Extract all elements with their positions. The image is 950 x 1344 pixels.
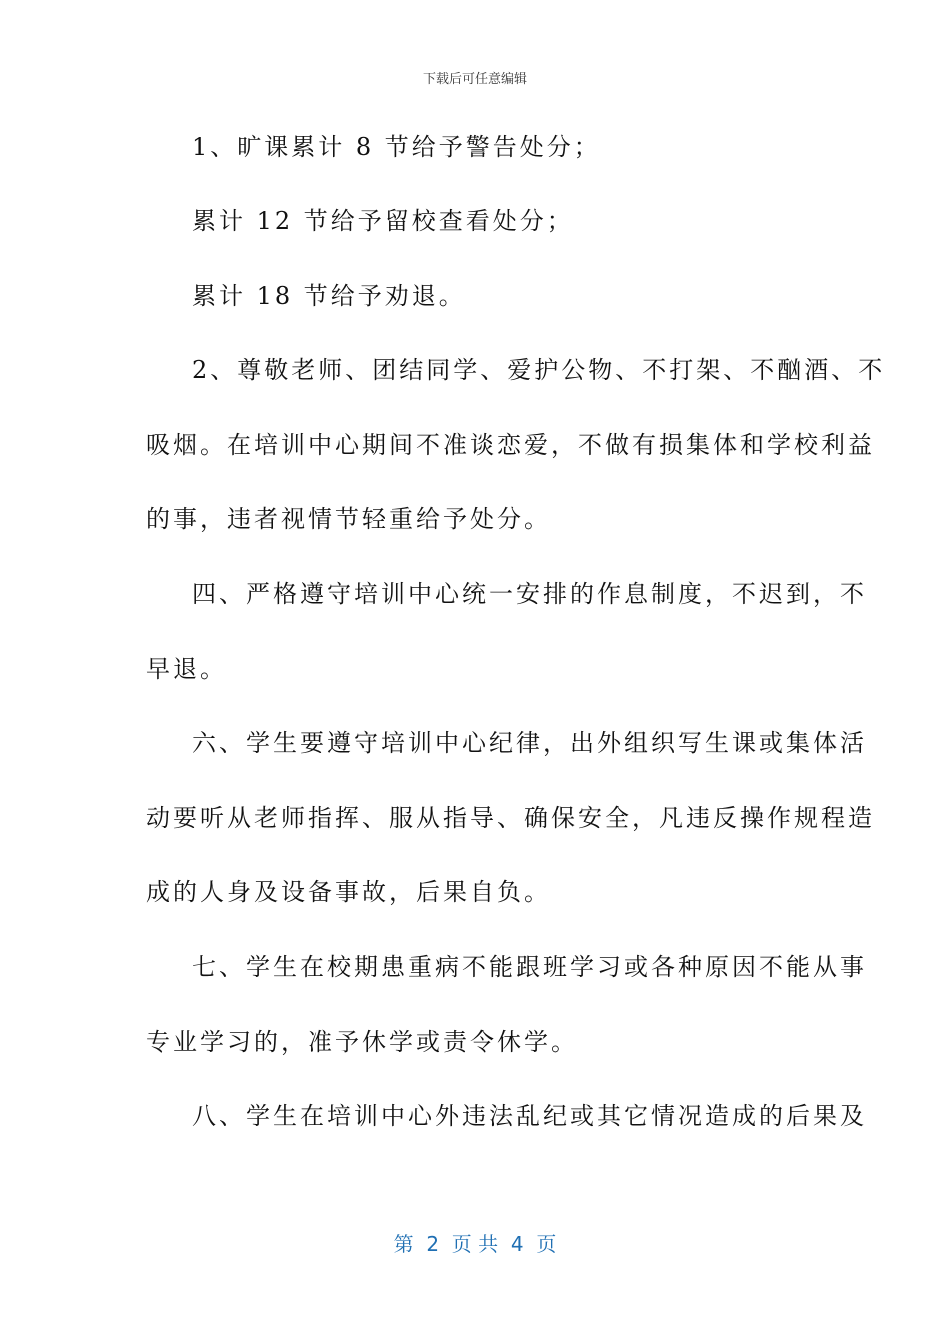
text-line: 六、学生要遵守培训中心纪律，出外组织写生课或集体活 (192, 729, 867, 757)
text-line: 动要听从老师指挥、服从指导、确保安全，凡违反操作规程造 (146, 804, 875, 832)
text-line: 早退。 (146, 655, 227, 683)
text-line: 累计 12 节给予留校查看处分； (192, 207, 574, 235)
text-line: 吸烟。在培训中心期间不准谈恋爱，不做有损集体和学校利益 (146, 431, 875, 459)
text-line: 2、尊敬老师、团结同学、爱护公物、不打架、不酗酒、不 (192, 356, 886, 384)
text-line: 1、旷课累计 8 节给予警告处分； (192, 133, 601, 161)
text-line: 专业学习的，准予休学或责令休学。 (146, 1028, 578, 1056)
text-line: 八、学生在培训中心外违法乱纪或其它情况造成的后果及 (192, 1102, 867, 1130)
text-line: 七、学生在校期患重病不能跟班学习或各种原因不能从事 (192, 953, 867, 981)
text-line: 的事，违者视情节轻重给予处分。 (146, 505, 551, 533)
text-line: 累计 18 节给予劝退。 (192, 282, 466, 310)
page-number: 第 2 页 共 4 页 (393, 1232, 557, 1256)
text-line: 四、严格遵守培训中心统一安排的作息制度，不迟到，不 (192, 580, 867, 608)
text-line: 成的人身及设备事故，后果自负。 (146, 878, 551, 906)
header-note: 下载后可任意编辑 (422, 72, 527, 87)
